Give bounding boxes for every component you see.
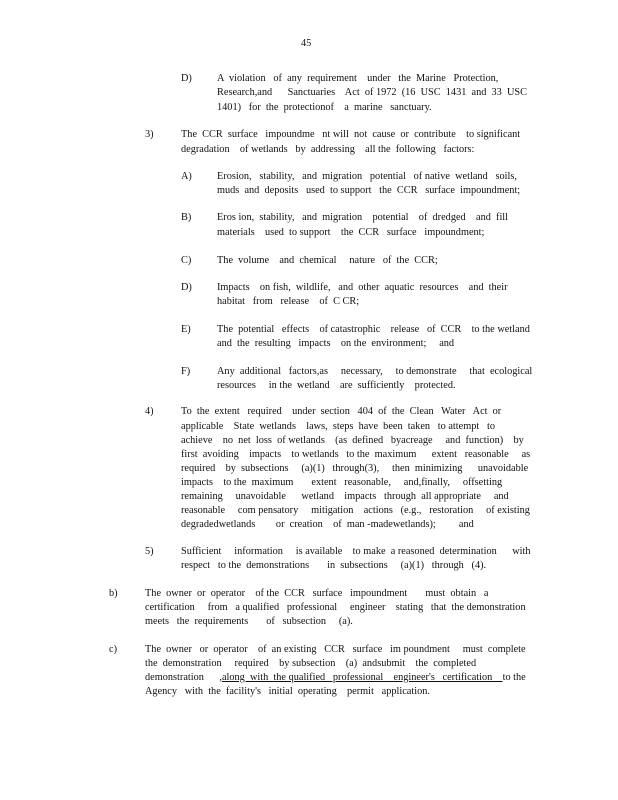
item-label: A) (181, 171, 192, 182)
item-label: B) (181, 212, 192, 223)
item-label: 5) (145, 546, 154, 557)
item-text-line: first avoiding impacts to wetlands to the maximum extent reasonable as (181, 449, 531, 460)
item-text-line: Eros ion, stability, and migration potential of dredged and fill (217, 212, 509, 223)
item-text-line: applicable State wetlands laws, steps have been taken to attempt to (181, 421, 495, 432)
item-text-line: materials used to support the CCR surface impoundment; (217, 227, 485, 238)
item-text-line: certification from a qualified professional engineer stating that the demonstration (145, 602, 526, 613)
item-label: F) (181, 366, 191, 377)
item-label: D) (181, 73, 192, 84)
item-label: c) (109, 644, 117, 655)
item-text-line: habitat from release of C CR; (217, 296, 360, 307)
item-label: b) (109, 588, 118, 599)
item-text-line: muds and deposits used to support the CCR surface impoundment; (217, 185, 521, 196)
text-segment: to the (502, 672, 526, 683)
item-text-line: The potential effects of catastrophic release of CCR to the wetland (217, 324, 530, 335)
item-label: C) (181, 255, 192, 266)
item-text-line: Erosion, stability, and migration potential of native wetland soils, (217, 171, 517, 182)
item-text-line: degradedwetlands or creation of man -madewetlands); and (181, 519, 474, 530)
item-text-line: The owner or operator of an existing CCR surface im poundment must complete (145, 644, 526, 655)
item-text-line: remaining unavoidable wetland impacts through all appropriate and (181, 491, 509, 502)
item-text-line: The CCR surface impoundme nt will not cause or contribute to significant (181, 129, 521, 140)
item-text-line: resources in the wetland are sufficiently protected. (217, 380, 456, 391)
item-text-line: The volume and chemical nature of the CCR; (217, 255, 438, 266)
item-text-line: required by subsections (a)(1) through(3), then minimizing unavoidable (181, 463, 529, 474)
item-text-line: Sufficient information is available to make a reasoned determination with (181, 546, 531, 557)
item-text-line: reasonable com pensatory mitigation actions (e.g., restoration of existing (181, 505, 530, 516)
item-text-line: 1401) for the protectionof a marine sanctuary. (217, 102, 432, 113)
item-text-line: impacts to the maximum extent reasonable, and,finally, offsetting (181, 477, 503, 488)
item-label: 4) (145, 406, 154, 417)
underlined-insertion: along with the qualified professional engineer's certification (221, 672, 503, 683)
item-text-line: Research,and Sanctuaries Act of 1972 (16 USC 1431 and 33 USC (217, 87, 528, 98)
page-number: 45 (301, 38, 312, 49)
item-label: 3) (145, 129, 154, 140)
item-text-line: meets the requirements of subsection (a). (145, 616, 353, 627)
item-text-line: achieve no net loss of wetlands (as defined byacreage and function) by (181, 435, 524, 446)
item-text-line: The owner or operator of the CCR surface impoundment must obtain a (145, 588, 489, 599)
item-text-line: respect to the demonstrations in subsections (a)(1) through (4). (181, 560, 487, 571)
item-text-line: Impacts on fish, wildlife, and other aquatic resources and their (217, 282, 508, 293)
text-segment: demonstration , (145, 672, 222, 683)
item-text-line: the demonstration required by subsection (a) andsubmit the completed (145, 658, 477, 669)
item-text-line: A violation of any requirement under the Marine Protection, (217, 73, 499, 84)
item-label: E) (181, 324, 191, 335)
item-text-line: and the resulting impacts on the environment; and (217, 338, 455, 349)
item-text-line: Any additional factors,as necessary, to demonstrate that ecological (217, 366, 533, 377)
item-label: D) (181, 282, 192, 293)
item-text-line (145, 672, 526, 684)
item-text-line: degradation of wetlands by addressing all the following factors: (181, 144, 475, 155)
item-text-line: Agency with the facility's initial operating permit application. (145, 686, 430, 697)
item-text-line: To the extent required under section 404 of the Clean Water Act or (181, 406, 502, 417)
